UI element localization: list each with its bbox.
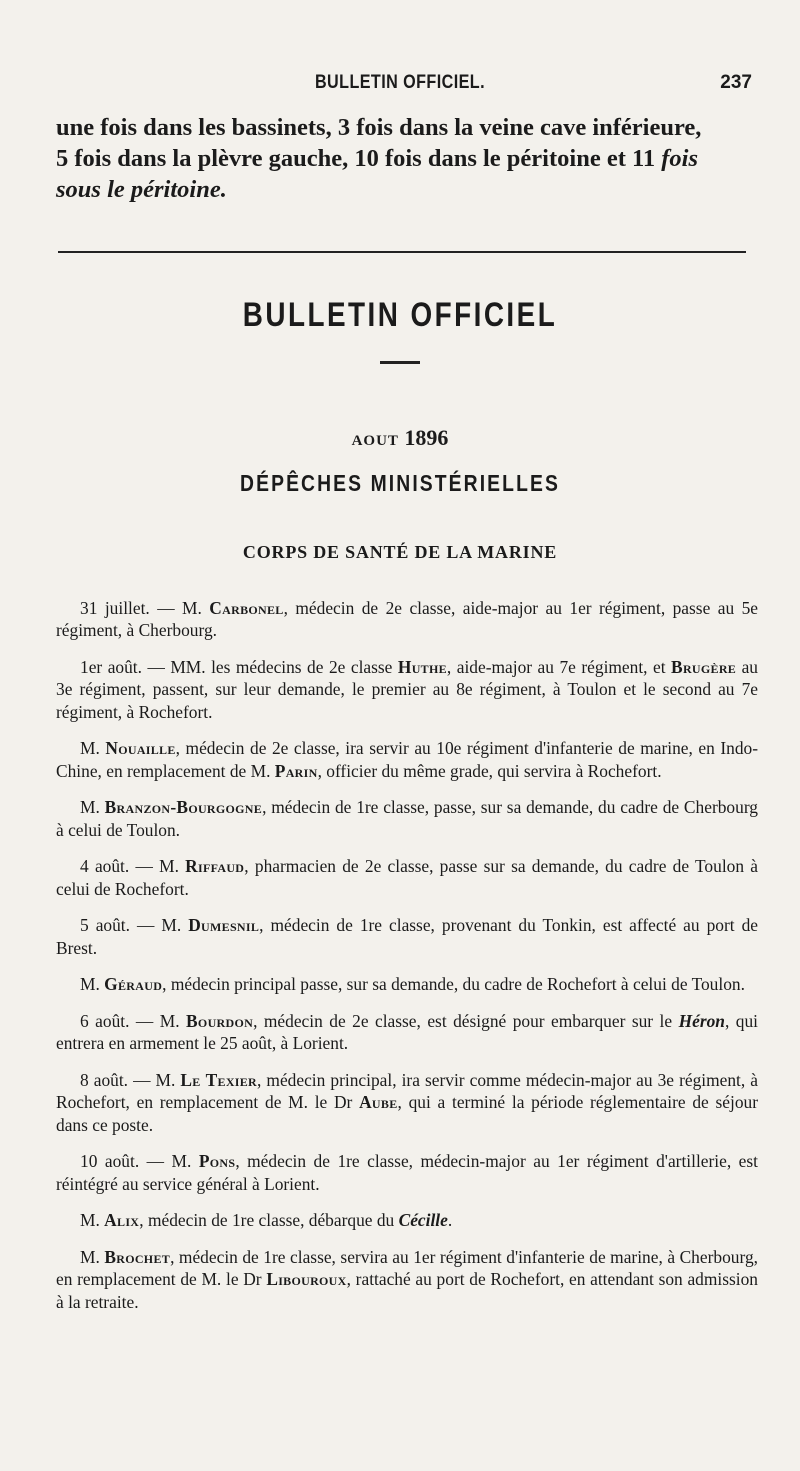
- continuation-line-3: sous le péritoine.: [56, 176, 227, 203]
- entry-text: , médecin de 1re classe, provenant du Tonkin, est affecté au port de Brest.: [56, 915, 758, 958]
- entry-text: , médecin de 1re classe, servira au 1er régiment d'infanterie de marine, à Cherbourg, en remplacement de M. le Dr: [56, 1247, 758, 1290]
- person-name: Carbonel: [209, 598, 284, 618]
- person-name: Aube: [359, 1092, 398, 1113]
- dispatch-entry: [56, 914, 758, 959]
- dispatch-entry: [56, 973, 758, 995]
- entry-text: 5 août. — M.: [80, 915, 189, 936]
- entry-text: , médecin de 2e classe, aide-major au 1er régiment, passe au 5e régiment, à Cherbourg.: [56, 598, 758, 641]
- running-head: [0, 66, 800, 96]
- dispatch-entry: [56, 1150, 758, 1195]
- entry-text: , aide-major au 7e régiment, et: [446, 657, 672, 677]
- dispatch-entry: [56, 855, 758, 900]
- dispatch-entry: [56, 1209, 758, 1231]
- dispatch-entry: [56, 597, 758, 642]
- entry-text: .: [447, 1210, 453, 1231]
- person-name: Alix: [104, 1210, 140, 1231]
- issue-date: [0, 425, 800, 451]
- continuation-paragraph: [56, 112, 756, 205]
- person-name: Nouaille: [105, 738, 176, 759]
- entry-text: , médecin de 2e classe, ira servir au 10e régiment d'infanterie de marine, en Indo-Chine, en remplacement de M.: [56, 738, 758, 781]
- issue-month: AOUT: [351, 433, 399, 449]
- dispatch-entry: [56, 1010, 758, 1055]
- subtitle: DÉPÊCHES MINISTÉRIELLES: [240, 470, 560, 496]
- issue-year: 1896: [404, 425, 449, 450]
- page-number: 237: [720, 72, 752, 93]
- section-divider: [58, 251, 746, 253]
- continuation-line-1: une fois dans les bassinets, 3 fois dans la veine cave inférieure,: [56, 114, 702, 141]
- entry-text: 1er août. — MM. les médecins de 2e classe: [80, 657, 398, 677]
- person-name: Bourdon: [186, 1011, 254, 1031]
- entry-text: , qui a terminé la période réglementaire de séjour dans ce poste.: [56, 1092, 759, 1135]
- entry-text: , médecin de 1re classe, débarque du: [139, 1210, 399, 1231]
- dispatch-entry: [56, 1069, 758, 1136]
- entry-text: M.: [80, 1210, 105, 1231]
- entry-text: M.: [80, 797, 105, 818]
- entry-text: , médecin de 1re classe, passe, sur sa demande, du cadre de Cherbourg à celui de Toulon.: [56, 797, 758, 840]
- dispatch-entry: [56, 1246, 758, 1313]
- person-name: Parin: [274, 760, 318, 781]
- continuation-line-2-italic: fois: [661, 145, 699, 172]
- continuation-line-2-text: 5 fois dans la plèvre gauche, 10 fois dans le péritoine et 11: [56, 145, 662, 172]
- entry-text: , rattaché au port de Rochefort, en attendant son admission à la retraite.: [56, 1269, 758, 1312]
- entry-text: 10 août. — M.: [80, 1151, 199, 1172]
- entry-text: 8 août. — M.: [80, 1070, 181, 1090]
- person-name: Géraud: [104, 974, 163, 995]
- entry-text: , qui entrera en armement le 25 août, à Lorient.: [56, 1011, 758, 1054]
- section-heading: CORPS DE SANTÉ DE LA MARINE: [242, 542, 558, 562]
- entry-text: au 3e régiment, passent, sur leur demande, le premier au 8e régiment, à Toulon et le second au 7e régiment, à Rochefort.: [56, 657, 758, 722]
- dispatch-list: [56, 597, 758, 1327]
- person-name: Dumesnil: [188, 915, 260, 936]
- person-name: Brugère: [671, 657, 737, 677]
- person-name: Riffaud: [185, 856, 245, 877]
- entry-text: 4 août. — M.: [80, 856, 186, 877]
- person-name: Brochet: [104, 1247, 171, 1267]
- title-underline: [380, 361, 420, 364]
- dispatch-entry: [56, 796, 758, 841]
- person-name: Branzon-Bourgogne: [104, 797, 263, 818]
- person-name: Pons: [198, 1151, 236, 1172]
- person-name: Huthe: [397, 657, 447, 677]
- ship-name: Héron: [678, 1011, 725, 1031]
- entry-text: , pharmacien de 2e classe, passe sur sa demande, du cadre de Toulon à celui de Rochefort.: [56, 856, 759, 899]
- entry-text: , médecin principal, ira servir comme médecin-major au 3e régiment, à Rochefort, en remplacement de M. le Dr: [56, 1070, 758, 1113]
- person-name: Le Texier: [180, 1070, 258, 1090]
- entry-text: 6 août. — M.: [80, 1011, 187, 1031]
- running-title: BULLETIN OFFICIEL.: [314, 72, 486, 93]
- entry-text: 31 juillet. — M.: [80, 598, 210, 618]
- entry-text: M.: [80, 738, 106, 759]
- dispatch-entry: [56, 737, 758, 782]
- person-name: Libouroux: [266, 1269, 347, 1290]
- entry-text: , médecin de 1re classe, médecin-major au 1er régiment d'artillerie, est réintégré au service général à Lorient.: [56, 1151, 758, 1194]
- continuation-line-2: [56, 143, 756, 174]
- entry-text: M.: [80, 974, 105, 995]
- dispatch-entry: [56, 656, 758, 723]
- entry-text: , médecin principal passe, sur sa demande, du cadre de Rochefort à celui de Toulon.: [162, 974, 745, 995]
- entry-text: , officier du même grade, qui servira à Rochefort.: [317, 760, 662, 781]
- main-title: BULLETIN OFFICIEL: [242, 296, 558, 334]
- entry-text: M.: [80, 1247, 105, 1267]
- ship-name: Cécille: [398, 1210, 448, 1231]
- entry-text: , médecin de 2e classe, est désigné pour embarquer sur le: [253, 1011, 679, 1031]
